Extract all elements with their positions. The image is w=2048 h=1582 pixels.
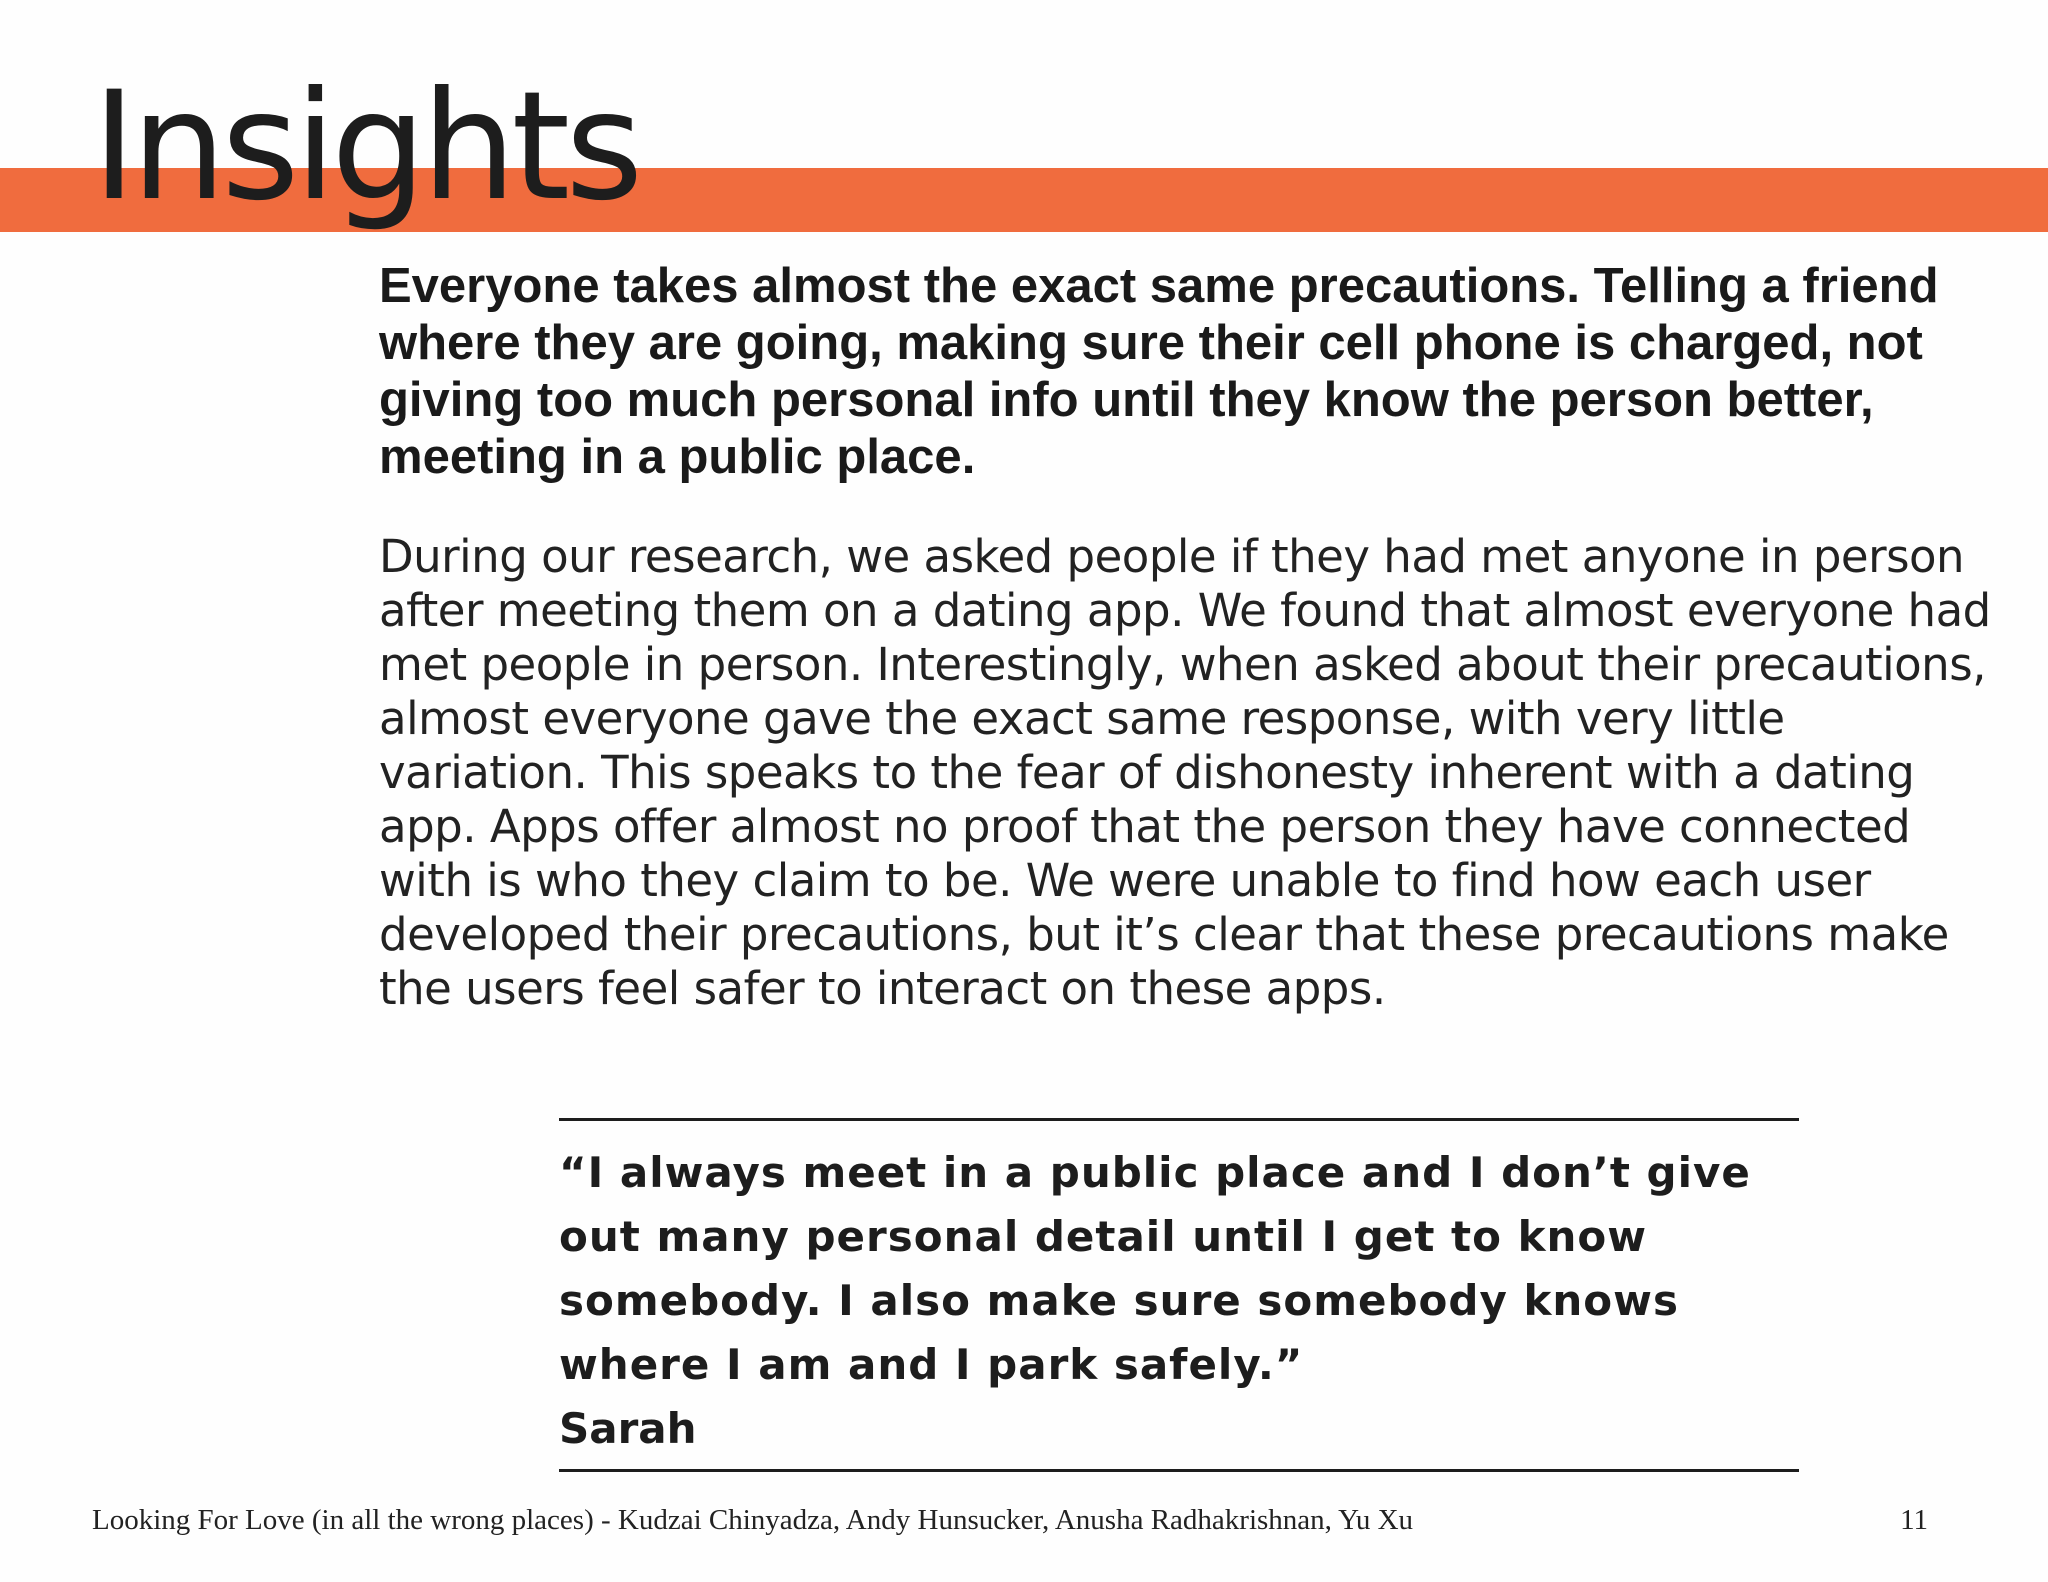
insight-headline: Everyone takes almost the exact same precautions. Telling a friend where they are going, making sure their cell phone is charged, not giving too much personal info until they know the person better, meeting in a public place. [379, 259, 1939, 484]
pull-quote [559, 1118, 1799, 1472]
footer-citation: Looking For Love (in all the wrong places) - Kudzai Chinyadza, Andy Hunsucker, Anusha Radhakrishnan, Yu Xu [92, 1504, 1414, 1536]
quote-author: Sarah [559, 1404, 697, 1453]
page-title: Insights [92, 60, 639, 234]
quote-text: “I always meet in a public place and I don’t give out many personal detail until I get to know somebody. I also make sure somebody knows where I am and I park safely.” [559, 1148, 1751, 1389]
page-number: 11 [1900, 1504, 1928, 1536]
insight-body-paragraph: During our research, we asked people if they had met anyone in person after meeting them on a dating app. We found that almost everyone had met people in person. Interestingly, when asked about their precautions, almost everyone gave the exact same response, with very little variation. This speaks to the fear of dishonesty inherent with a dating app. Apps offer almost no proof that the person they have connected with is who they claim to be. We were unable to find how each user developed their precautions, but it’s clear that these precautions make the users feel safer to interact on these apps. [379, 530, 1991, 1015]
